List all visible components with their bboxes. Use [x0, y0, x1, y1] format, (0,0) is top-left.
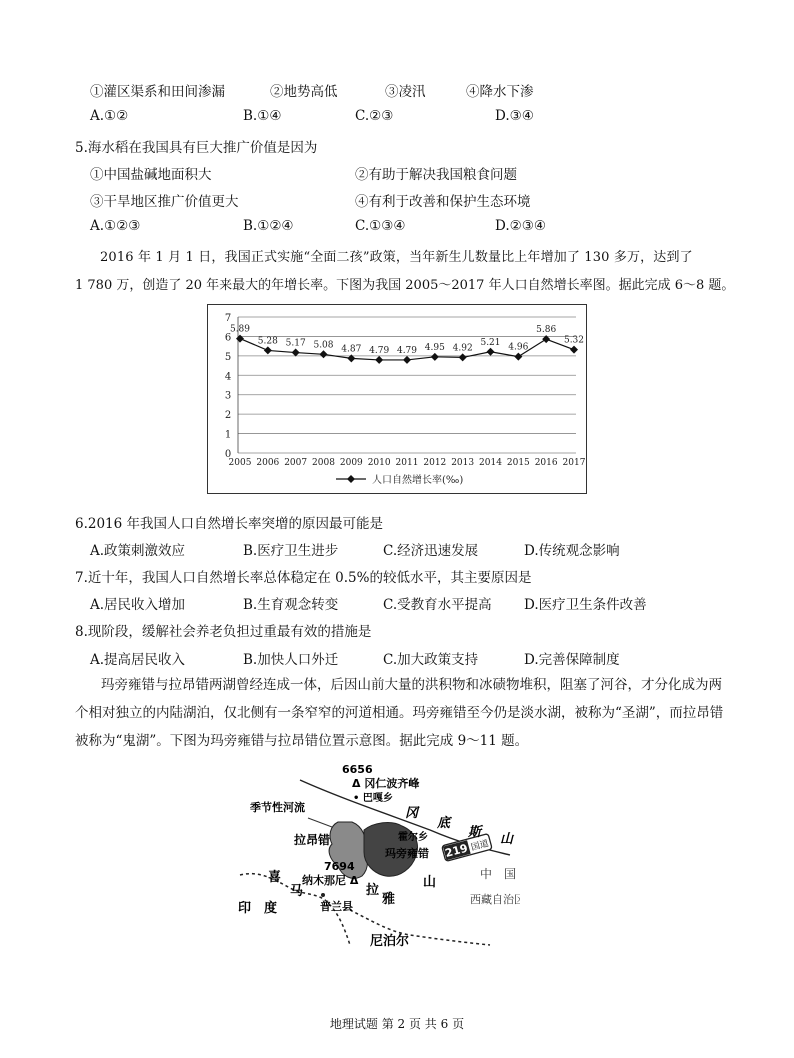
- x-tick-label-2013: 2013: [451, 458, 475, 468]
- range-himalaya-1: 喜: [268, 870, 282, 885]
- chart-svg: [208, 305, 586, 493]
- population-growth-chart: [207, 304, 587, 494]
- data-label-2012: 4.95: [424, 342, 445, 353]
- q7-option-b[interactable]: B.生育观念转变: [243, 597, 339, 613]
- county-burang-dot: [321, 893, 325, 897]
- q5-item-4: ④有利于改善和保护生态环境: [355, 194, 531, 210]
- data-point-2017: [570, 346, 578, 354]
- q4-option-b[interactable]: B.①④: [243, 108, 282, 124]
- y-tick-label-7: 7: [224, 313, 232, 324]
- y-tick-label-1: 1: [224, 429, 232, 441]
- y-tick-label-2: 2: [224, 410, 232, 422]
- q5-option-a[interactable]: A.①②③: [90, 218, 141, 234]
- q4-item-3: ③凌汛: [385, 84, 426, 100]
- q4-option-a[interactable]: A.①②: [90, 108, 129, 124]
- q7-stem: 7.近十年，我国人口自然增长率总体稳定在 0.5%的较低水平，其主要原因是: [75, 570, 532, 586]
- q5-stem: 5.海水稻在我国具有巨大推广价值是因为: [75, 140, 318, 156]
- q8-stem: 8.现阶段，缓解社会养老负担过重最有效的措施是: [75, 624, 372, 640]
- q6-option-d[interactable]: D.传统观念影响: [524, 543, 620, 559]
- range-himalaya-4: 雅: [382, 892, 396, 907]
- q4-item-2: ②地势高低: [270, 84, 338, 100]
- q5-item-3: ③干旱地区推广价值更大: [90, 194, 239, 210]
- data-point-2010: [375, 356, 383, 364]
- legend-marker: [347, 475, 355, 483]
- range-gangdise-3: 斯: [468, 825, 482, 840]
- q8-option-d[interactable]: D.完善保障制度: [524, 652, 620, 668]
- x-tick-label-2005: 2005: [228, 458, 252, 468]
- x-tick-label-2014: 2014: [479, 458, 502, 468]
- range-himalaya-3: 拉: [366, 883, 380, 898]
- q8-option-a[interactable]: A.提高居民收入: [90, 652, 186, 668]
- data-point-2011: [403, 356, 411, 364]
- data-point-2006: [264, 346, 272, 354]
- data-point-2012: [431, 353, 439, 361]
- y-tick-label-4: 4: [224, 371, 232, 383]
- data-point-2015: [514, 353, 522, 361]
- data-point-2005: [236, 335, 244, 343]
- lake-mapam-yumco-label: 玛旁雍错: [385, 847, 429, 860]
- q6-option-a[interactable]: A.政策刺激效应: [90, 543, 186, 559]
- map-svg: [230, 760, 520, 950]
- q7-option-c[interactable]: C.受教育水平提高: [383, 597, 492, 613]
- q6-option-b[interactable]: B.医疗卫生进步: [243, 543, 339, 559]
- q7-option-d[interactable]: D.医疗卫生条件改善: [524, 597, 647, 613]
- country-nepal-label: 尼泊尔: [370, 934, 410, 949]
- data-point-2008: [320, 350, 328, 358]
- data-label-2010: 4.79: [369, 345, 390, 356]
- x-tick-label-2016: 2016: [534, 458, 558, 468]
- q4-option-d[interactable]: D.③④: [495, 108, 534, 124]
- range-gangdise-2: 底: [437, 816, 451, 831]
- y-tick-label-5: 5: [224, 351, 232, 363]
- range-himalaya-5: 山: [423, 875, 437, 890]
- lake-location-map: [230, 760, 520, 950]
- data-label-2005: 5.89: [229, 324, 251, 335]
- y-tick-label-6: 6: [224, 332, 232, 344]
- road-suffix: 国道: [470, 838, 491, 854]
- x-tick-label-2008: 2008: [312, 458, 335, 468]
- data-label-2009: 4.87: [341, 344, 362, 355]
- x-tick-label-2007: 2007: [284, 458, 308, 468]
- range-gangdise-1: 冈: [405, 806, 419, 821]
- peak-elevation-1: 6656: [342, 763, 373, 776]
- q5-item-1: ①中国盐碱地面积大: [90, 167, 212, 183]
- road-number: 219: [443, 841, 470, 861]
- x-tick-label-2006: 2006: [256, 458, 280, 468]
- q5-item-2: ②有助于解决我国粮食问题: [355, 167, 517, 183]
- y-tick-label-3: 3: [224, 390, 232, 402]
- q4-option-c[interactable]: C.②③: [355, 108, 394, 124]
- q5-option-c[interactable]: C.①③④: [355, 218, 406, 234]
- town-baga-label: • 巴嘎乡: [353, 793, 393, 804]
- data-label-2007: 5.17: [285, 338, 306, 349]
- data-point-2013: [459, 353, 467, 361]
- x-tick-label-2011: 2011: [395, 458, 419, 468]
- q7-option-a[interactable]: A.居民收入增加: [90, 597, 186, 613]
- q5-option-b[interactable]: B.①②④: [243, 218, 294, 234]
- data-label-2016: 5.86: [536, 325, 557, 336]
- intro-6-8-line1: 2016 年 1 月 1 日，我国正式实施“全面二孩”政策，当年新生儿数量比上年增加了 130 多万，达到了: [100, 250, 693, 265]
- data-point-2007: [292, 349, 300, 357]
- peak-kailash-label: Δ 冈仁波齐峰: [352, 777, 420, 790]
- data-label-2011: 4.79: [396, 345, 418, 356]
- legend-label: 人口自然增长率(‰): [372, 475, 464, 486]
- y-tick-label-0: 0: [224, 449, 232, 460]
- q6-stem: 6.2016 年我国人口自然增长率突增的原因最可能是: [75, 516, 384, 532]
- country-india-label: 印 度: [238, 901, 278, 916]
- peak-elevation-2: 7694: [324, 860, 355, 873]
- country-china-label: 中 国: [480, 867, 517, 881]
- page-footer: 地理试题 第 2 页 共 6 页: [329, 1017, 465, 1031]
- q5-option-d[interactable]: D.②③④: [495, 218, 546, 234]
- x-tick-label-2015: 2015: [506, 458, 530, 468]
- region-tibet-label: 西藏自治区: [470, 893, 520, 906]
- peak-naimona-label: 纳木那尼 Δ: [302, 874, 359, 887]
- data-label-2006: 5.28: [257, 336, 278, 347]
- q8-option-c[interactable]: C.加大政策支持: [383, 652, 479, 668]
- intro-9-11: 玛旁雍错与拉昂错两湖曾经连成一体，后因山前大量的洪积物和冰碛物堆积，阻塞了河谷，才分化成为两个相对独立的内陆湖泊，仅北侧有一条窄窄的河道相通。玛旁雍错至今仍是淡水湖，被称为“圣湖”，而拉昂错被称为“鬼湖”。下图为玛旁雍错与拉昂错位置示意图。据此完成 9～11 题。: [75, 677, 724, 749]
- data-label-2015: 4.96: [508, 342, 529, 353]
- town-hor-label: 霍尔乡: [398, 832, 428, 843]
- q4-item-4: ④降水下渗: [466, 84, 534, 100]
- data-label-2017: 5.32: [563, 335, 585, 346]
- x-tick-label-2017: 2017: [562, 458, 586, 468]
- x-tick-label-2012: 2012: [423, 458, 447, 468]
- seasonal-river-label: 季节性河流: [250, 801, 305, 814]
- q8-option-b[interactable]: B.加快人口外迁: [243, 652, 339, 668]
- county-burang-label: 普兰县: [320, 900, 353, 913]
- data-point-2014: [487, 348, 495, 356]
- lake-la-ang-co-label: 拉昂错: [294, 833, 331, 847]
- data-label-2014: 5.21: [480, 337, 501, 348]
- range-himalaya-2: 马: [290, 884, 304, 899]
- data-label-2008: 5.08: [313, 340, 334, 351]
- range-gangdise-4: 山: [500, 832, 514, 847]
- intro-6-8-line2: 1 780 万，创造了 20 年来最大的年增长率。下图为我国 2005～2017 年人口自然增长率图。据此完成 6～8 题。: [75, 278, 735, 293]
- q4-item-1: ①灌区渠系和田间渗漏: [90, 84, 225, 100]
- q6-option-c[interactable]: C.经济迅速发展: [383, 543, 479, 559]
- x-tick-label-2010: 2010: [367, 458, 391, 468]
- x-tick-label-2009: 2009: [339, 458, 363, 468]
- data-label-2013: 4.92: [452, 343, 473, 354]
